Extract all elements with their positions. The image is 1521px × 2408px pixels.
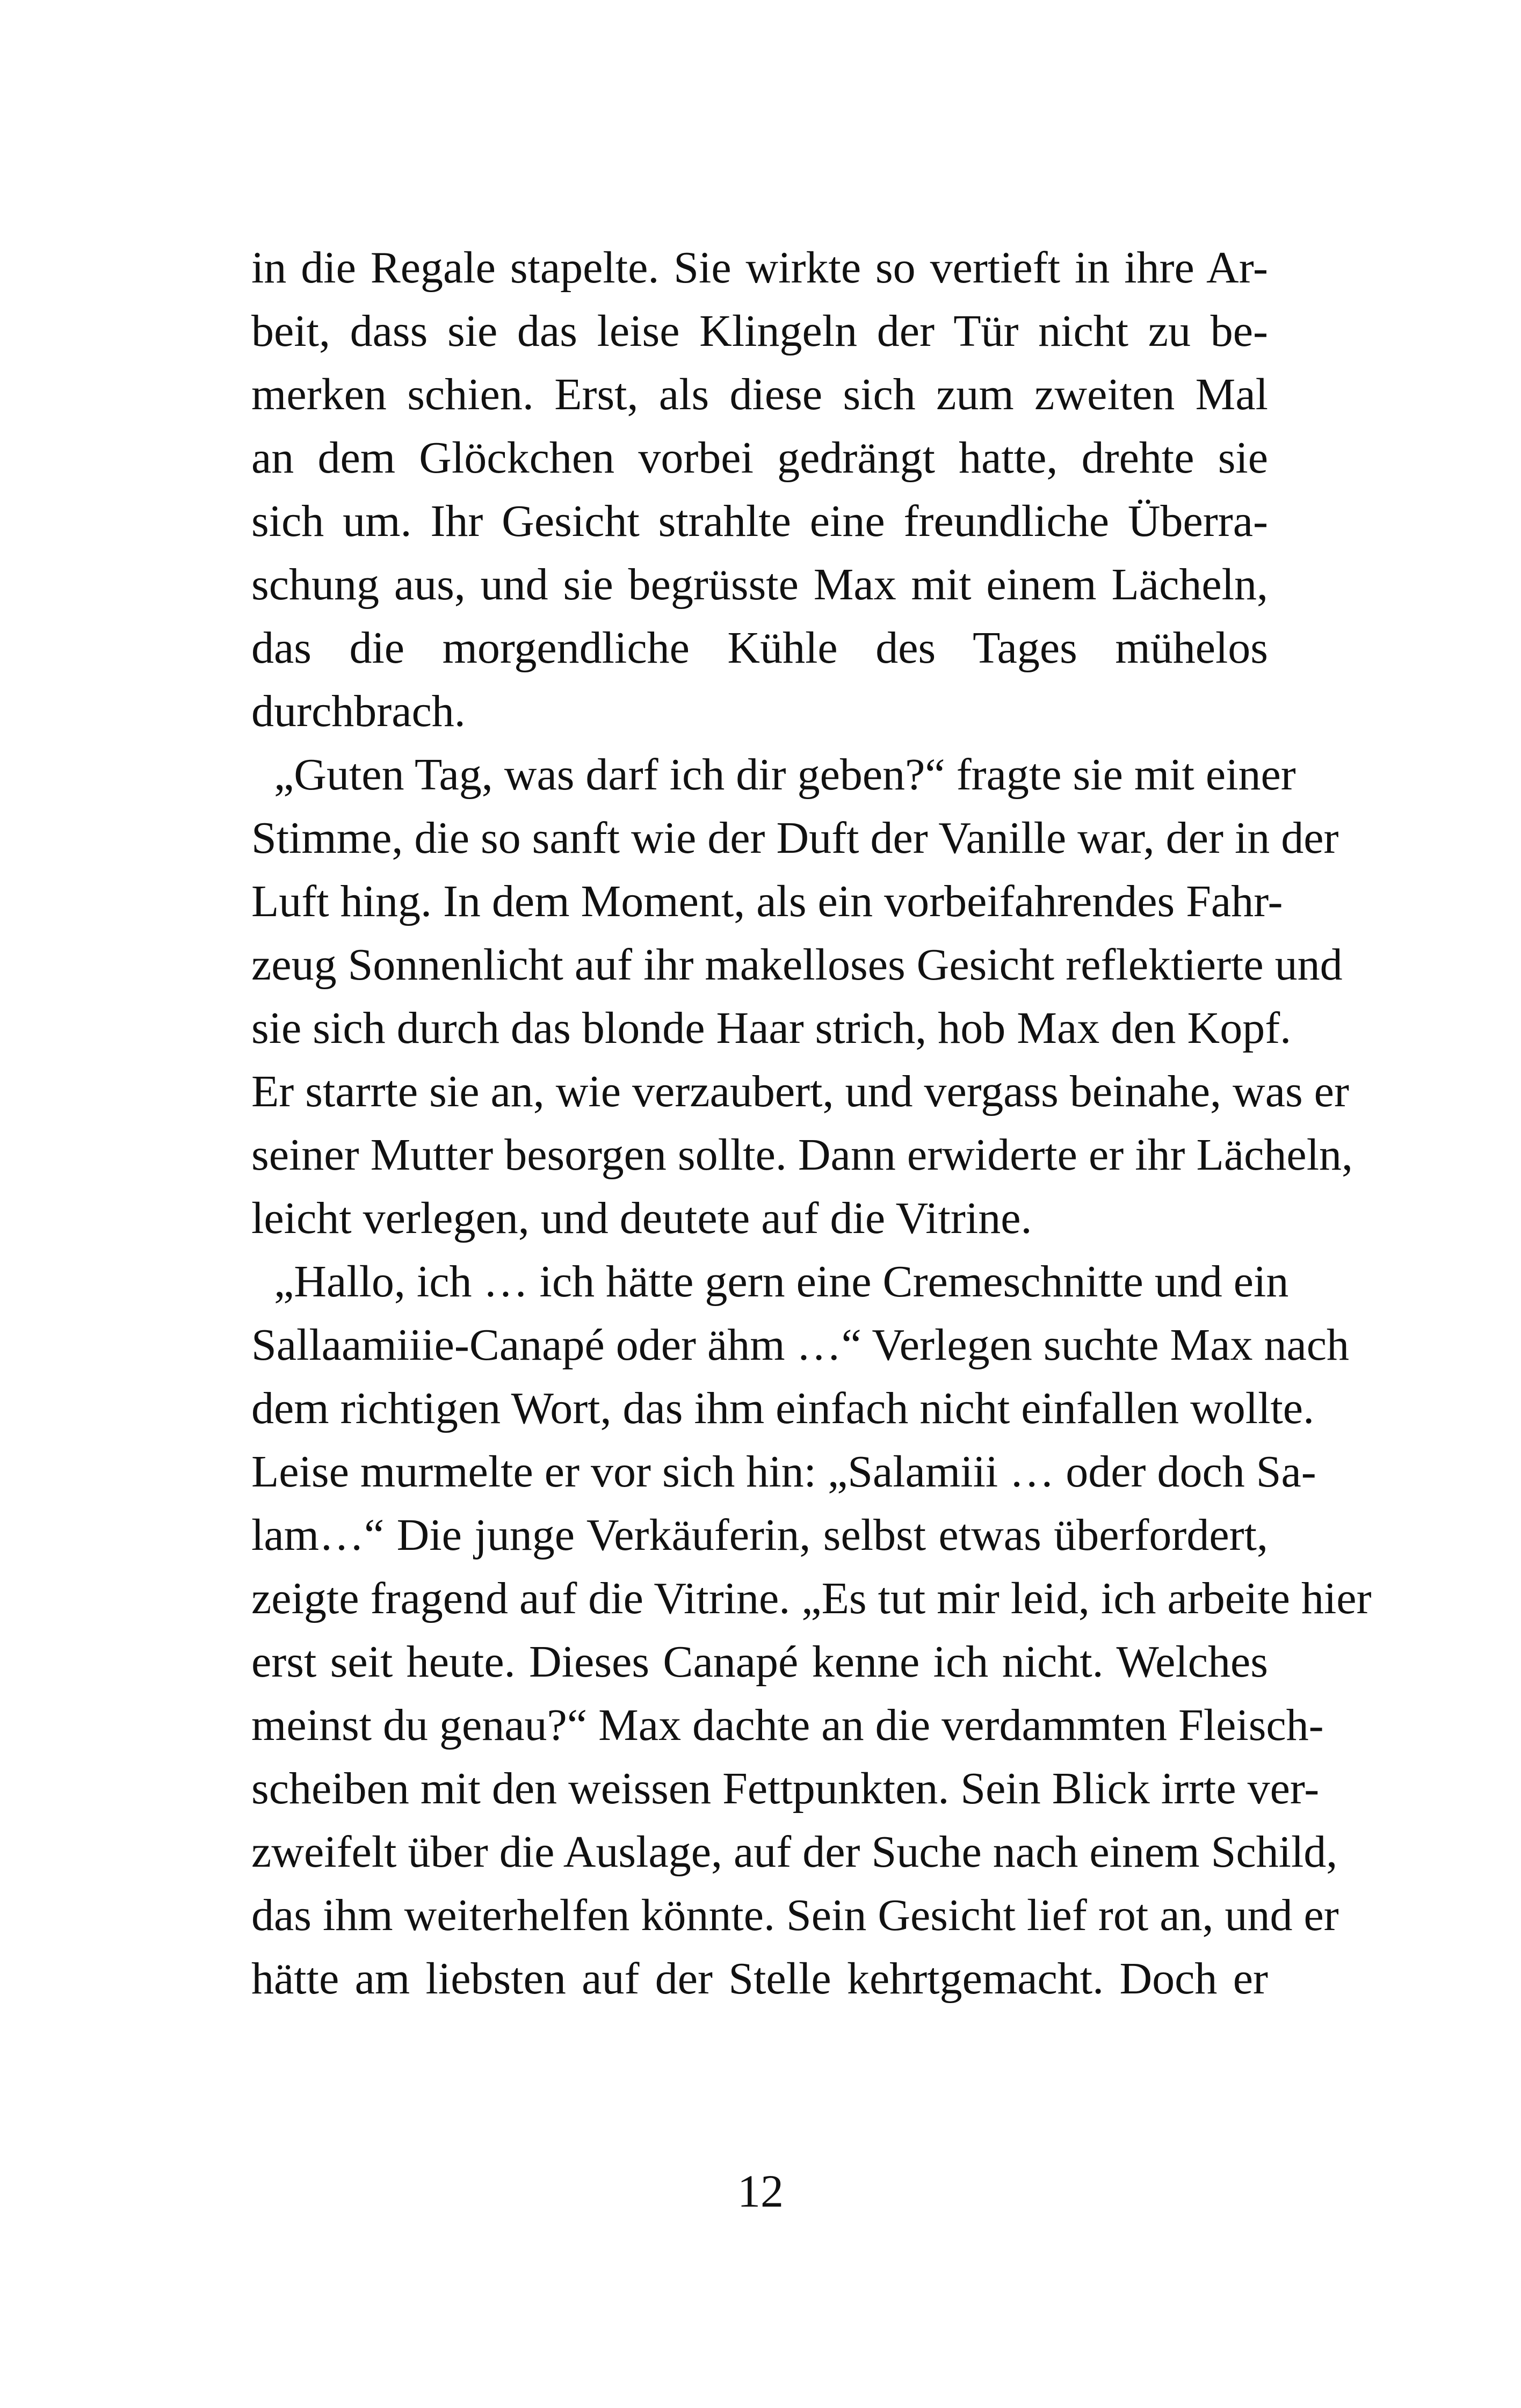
paragraph [251, 1250, 1372, 2011]
paragraph [251, 743, 1353, 1250]
text-line: Luft hing. In dem Moment, als ein vorbeifahrendes Fahr- [251, 876, 1283, 926]
text-line: dem richtigen Wort, das ihm einfach nicht einfallen wollte. [251, 1383, 1315, 1433]
page-number: 12 [737, 2165, 784, 2217]
text-line: leicht verlegen, und deutete auf die Vitrine. [251, 1193, 1032, 1243]
text-line: das die morgendliche Kühle des Tages mühelos [251, 623, 1268, 673]
text-line: scheiben mit den weissen Fettpunkten. Sein Blick irrte ver- [251, 1764, 1320, 1814]
text-line: Leise murmelte er vor sich hin: „Salamiii … oder doch Sa- [251, 1447, 1316, 1497]
text-line: zeigte fragend auf die Vitrine. „Es tut mir leid, ich arbeite hier [251, 1573, 1372, 1623]
text-line: Er starrte sie an, wie verzaubert, und vergass beinahe, was er [251, 1067, 1349, 1116]
text-line: lam…“ Die junge Verkäuferin, selbst etwas überfordert, [251, 1510, 1268, 1560]
text-line: das ihm weiterhelfen könnte. Sein Gesicht lief rot an, und er [251, 1890, 1339, 1940]
text-line: erst seit heute. Dieses Canapé kenne ich nicht. Welches [251, 1637, 1268, 1687]
text-line: hätte am liebsten auf der Stelle kehrtgemacht. Doch er [251, 1954, 1268, 2004]
text-line: sie sich durch das blonde Haar strich, hob Max den Kopf. [251, 1003, 1292, 1053]
paragraph [251, 236, 1268, 743]
body-text [251, 236, 1372, 2011]
text-line: beit, dass sie das leise Klingeln der Tür nicht zu be- [251, 306, 1268, 356]
text-line: an dem Glöckchen vorbei gedrängt hatte, drehte sie [251, 433, 1268, 483]
text-line: durchbrach. [251, 686, 466, 736]
text-line: in die Regale stapelte. Sie wirkte so vertieft in ihre Ar- [251, 243, 1268, 293]
text-line: sich um. Ihr Gesicht strahlte eine freundliche Überra- [251, 496, 1268, 546]
text-line: seiner Mutter besorgen sollte. Dann erwiderte er ihr Lächeln, [251, 1130, 1353, 1180]
text-line: merken schien. Erst, als diese sich zum zweiten Mal [251, 369, 1268, 419]
text-line: meinst du genau?“ Max dachte an die verdammten Fleisch- [251, 1700, 1324, 1750]
text-line: „Hallo, ich … ich hätte gern eine Cremeschnitte und ein [274, 1257, 1289, 1307]
text-line: Sallaamiiie-Canapé oder ähm …“ Verlegen suchte Max nach [251, 1320, 1350, 1370]
text-line: schung aus, und sie begrüsste Max mit einem Lächeln, [251, 560, 1268, 610]
text-line: Stimme, die so sanft wie der Duft der Vanille war, der in der [251, 813, 1339, 863]
text-line: zweifelt über die Auslage, auf der Suche nach einem Schild, [251, 1827, 1338, 1877]
text-line: „Guten Tag, was darf ich dir geben?“ fragte sie mit einer [274, 750, 1296, 800]
text-line: zeug Sonnenlicht auf ihr makelloses Gesicht reflektierte und [251, 940, 1343, 990]
